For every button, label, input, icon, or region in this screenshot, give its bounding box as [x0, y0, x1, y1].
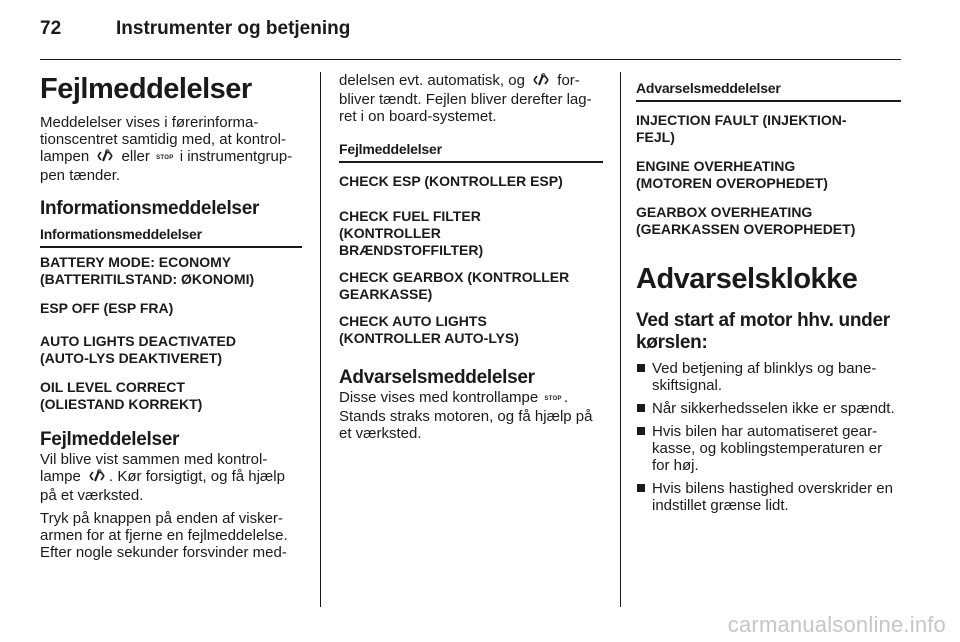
- fault-text: Vil blive vist sammen med kontrol-lampe: [40, 451, 268, 485]
- table-label: Fejlmeddelelser: [339, 141, 603, 163]
- message-item: [40, 300, 302, 317]
- message-item: [636, 112, 901, 146]
- list-item-text: Når sikkerhedsselen ikke er spændt.: [652, 400, 895, 417]
- continued-text: for-bliver tændt. Fejlen bliver derefter lag-ret i on board-systemet.: [339, 72, 592, 125]
- list-item-text: Hvis bilens hastighed overskrider en indstillet grænse lidt.: [652, 480, 893, 514]
- table-label: Informationsmeddelelser: [40, 226, 302, 248]
- list-item-text: Hvis bilen har automatiseret gear-kasse, og koblingstemperaturen er for høj.: [652, 423, 883, 474]
- bullet-square-icon: [637, 364, 645, 372]
- subsection-heading: Ved start af motor hhv. under kørslen:: [636, 310, 890, 353]
- message-line: GEARKASSE): [339, 286, 433, 302]
- continued-text: delelsen evt. automatisk, og: [339, 72, 525, 89]
- bullet-square-icon: [637, 427, 645, 435]
- message-line: CHECK AUTO LIGHTS: [339, 313, 487, 329]
- header-rule: [40, 59, 901, 60]
- table-label: Advarselsmeddelelser: [636, 80, 901, 102]
- message-line: (GEARKASSEN OVEROPHEDET): [636, 221, 856, 237]
- message-line: CHECK GEARBOX (KONTROLLER: [339, 269, 570, 285]
- message-line: CHECK FUEL FILTER: [339, 208, 481, 224]
- watermark: carmanualsonline.info: [727, 612, 946, 637]
- wrench-car-icon: [95, 149, 115, 167]
- warning-text: .: [563, 389, 569, 406]
- page-title: Instrumenter og betjening: [116, 18, 351, 39]
- list-item: [636, 423, 901, 474]
- column-divider: [320, 72, 321, 607]
- intro-text: Meddelelser vises i førerinforma-tionscentret samtidig med, at kontrol-lampen: [40, 114, 286, 165]
- list-item: [636, 360, 901, 394]
- fault-paragraph: Tryk på knappen på enden af visker-armen for at fjerne en fejlmeddelelse. Efter nogle sekunder forsvinder med-: [40, 510, 288, 561]
- subsection-heading: Advarselsmeddelelser: [339, 367, 535, 388]
- message-line: OIL LEVEL CORRECT: [40, 379, 185, 395]
- message-line: (OLIESTAND KORREKT): [40, 396, 203, 412]
- message-line: (BATTERITILSTAND: ØKONOMI): [40, 271, 255, 287]
- message-line: ENGINE OVERHEATING: [636, 158, 796, 174]
- intro-text: i instrumentgrup-pen tænder.: [40, 148, 293, 184]
- message-item: [339, 208, 603, 259]
- list-item: [636, 400, 901, 417]
- list-item: [636, 480, 901, 514]
- column-1: [40, 72, 302, 561]
- message-line: CHECK ESP (KONTROLLER ESP): [339, 173, 563, 189]
- fault-text: . Kør forsigtigt, og få hjælp på et værksted.: [40, 468, 285, 504]
- message-line: FEJL): [636, 129, 675, 145]
- message-line: (KONTROLLER AUTO-LYS): [339, 330, 519, 346]
- stop-icon: STOP: [544, 396, 562, 402]
- page-number: 72: [40, 18, 62, 39]
- message-item: [636, 204, 901, 238]
- message-line: BATTERY MODE: ECONOMY: [40, 254, 232, 270]
- subsection-heading: Informationsmeddelelser: [40, 198, 260, 219]
- message-line: (MOTOREN OVEROPHEDET): [636, 175, 828, 191]
- continued-paragraph: [339, 72, 603, 125]
- intro-paragraph: [40, 114, 302, 184]
- wrench-car-icon: [87, 469, 107, 487]
- message-line: GEARBOX OVERHEATING: [636, 204, 813, 220]
- message-item: [339, 173, 603, 190]
- stop-icon: STOP: [156, 155, 174, 161]
- fault-paragraph: [40, 451, 302, 504]
- wrench-car-icon: [531, 73, 551, 91]
- message-item: [636, 158, 901, 192]
- warning-text: Stands straks motoren, og få hjælp på et værksted.: [339, 408, 593, 442]
- message-item: [339, 313, 603, 347]
- message-line: (KONTROLLER: [339, 225, 441, 241]
- column-2: [339, 72, 603, 442]
- message-line: INJECTION FAULT (INJEKTION-: [636, 112, 847, 128]
- bullet-list: [636, 360, 901, 514]
- message-line: (AUTO-LYS DEAKTIVERET): [40, 350, 223, 366]
- section-heading: Fejlmeddelelser: [40, 73, 252, 105]
- message-line: AUTO LIGHTS DEACTIVATED: [40, 333, 236, 349]
- warning-text: Disse vises med kontrollampe: [339, 389, 539, 406]
- bullet-square-icon: [637, 404, 645, 412]
- page-header: [40, 18, 350, 40]
- list-item-text: Ved betjening af blinklys og bane-skiftsignal.: [652, 360, 877, 394]
- message-line: ESP OFF (ESP FRA): [40, 300, 174, 316]
- intro-text: eller: [121, 148, 150, 165]
- column-divider: [620, 72, 621, 607]
- bullet-square-icon: [637, 484, 645, 492]
- message-item: [40, 333, 302, 367]
- section-heading: Advarselsklokke: [636, 263, 858, 295]
- subsection-heading: Fejlmeddelelser: [40, 429, 180, 450]
- warning-paragraph: [339, 389, 603, 442]
- message-item: [40, 379, 302, 413]
- message-line: BRÆNDSTOFFILTER): [339, 242, 484, 258]
- message-item: [40, 254, 302, 288]
- message-item: [339, 269, 603, 303]
- column-3: [636, 72, 901, 514]
